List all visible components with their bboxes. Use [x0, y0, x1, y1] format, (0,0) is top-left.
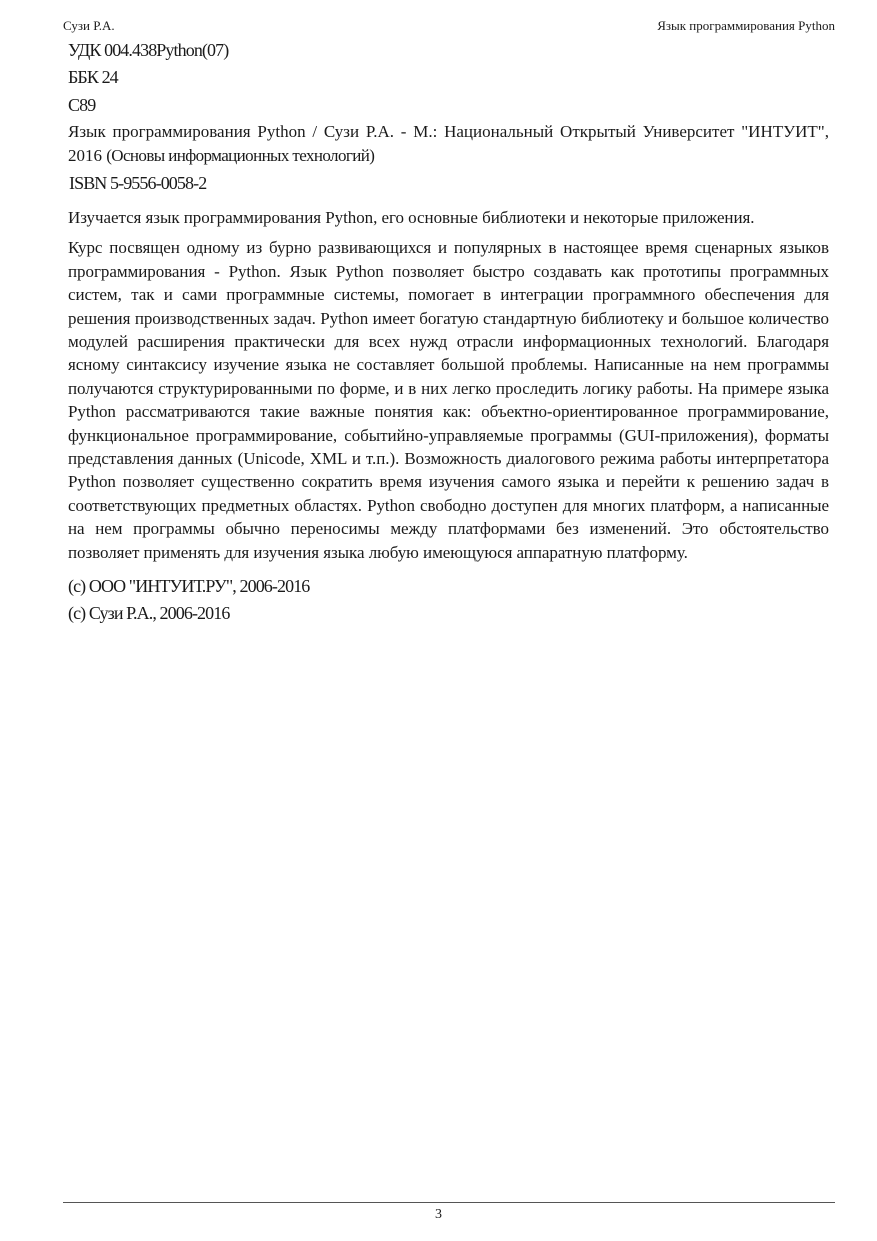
bbk-code: ББК 24 — [68, 67, 118, 87]
header-author: Сузи Р.А. — [63, 18, 115, 33]
udc-code: УДК 004.438Python(07) — [68, 40, 229, 60]
footer-divider — [63, 1202, 835, 1203]
annotation-intro: Изучается язык программирования Python, его основные библиотеки и некоторые приложения. — [68, 208, 755, 227]
bibliographic-citation — [68, 120, 829, 168]
page-number: 3 — [435, 1207, 442, 1222]
citation-main: Язык программирования Python / Сузи Р.А. - М.: Национальный Открытый Университет "ИНТУИТ", 2016 — [68, 122, 829, 165]
page-content — [68, 38, 829, 625]
isbn: ISBN 5-9556-0058-2 — [69, 173, 207, 193]
copyright-author: (c) Сузи Р.А., 2006-2016 — [68, 603, 230, 624]
header-book-title: Язык программирования Python — [657, 18, 835, 33]
citation-series: (Основы информационных технологий) — [106, 146, 375, 165]
author-code: С89 — [68, 95, 96, 115]
copyright-publisher: (c) ООО "ИНТУИТ.РУ", 2006-2016 — [68, 576, 310, 597]
running-header — [63, 17, 835, 37]
course-description: Курс посвящен одному из бурно развивающихся и популярных в настоящее время сценарных языков программирования - Python. Язык Python позволяет быстро создавать как прототипы программных систем, так и сами программные системы, помогает в интеграции программного обеспечения для решения производственных задач. Python имеет богатую стандартную библиотеку и большое количество модулей расширения практически для всех нужд отрасли информационных технологий. Благодаря ясному синтаксису изучение языка не составляет большой проблемы. Написанные на нем программы получаются структурированными по форме, и в них легко проследить логику работы. На примере языка Python рассматриваются такие важные понятия как: объектно-ориентированное программирование, функциональное программирование, событийно-управляемые программы (GUI-приложения), форматы представления данных (Unicode, XML и т.п.). Возможность диалогового режима работы интерпретатора Python позволяет существенно сократить время изучения самого языка и перейти к решению задач в соответствующих предметных областях. Python свободно доступен для многих платформ, а написанные на нем программы обычно переносимы между платформами без изменений. Это обстоятельство позволяет применять для изучения языка любую имеющуюся аппаратную платформу. — [68, 238, 829, 562]
